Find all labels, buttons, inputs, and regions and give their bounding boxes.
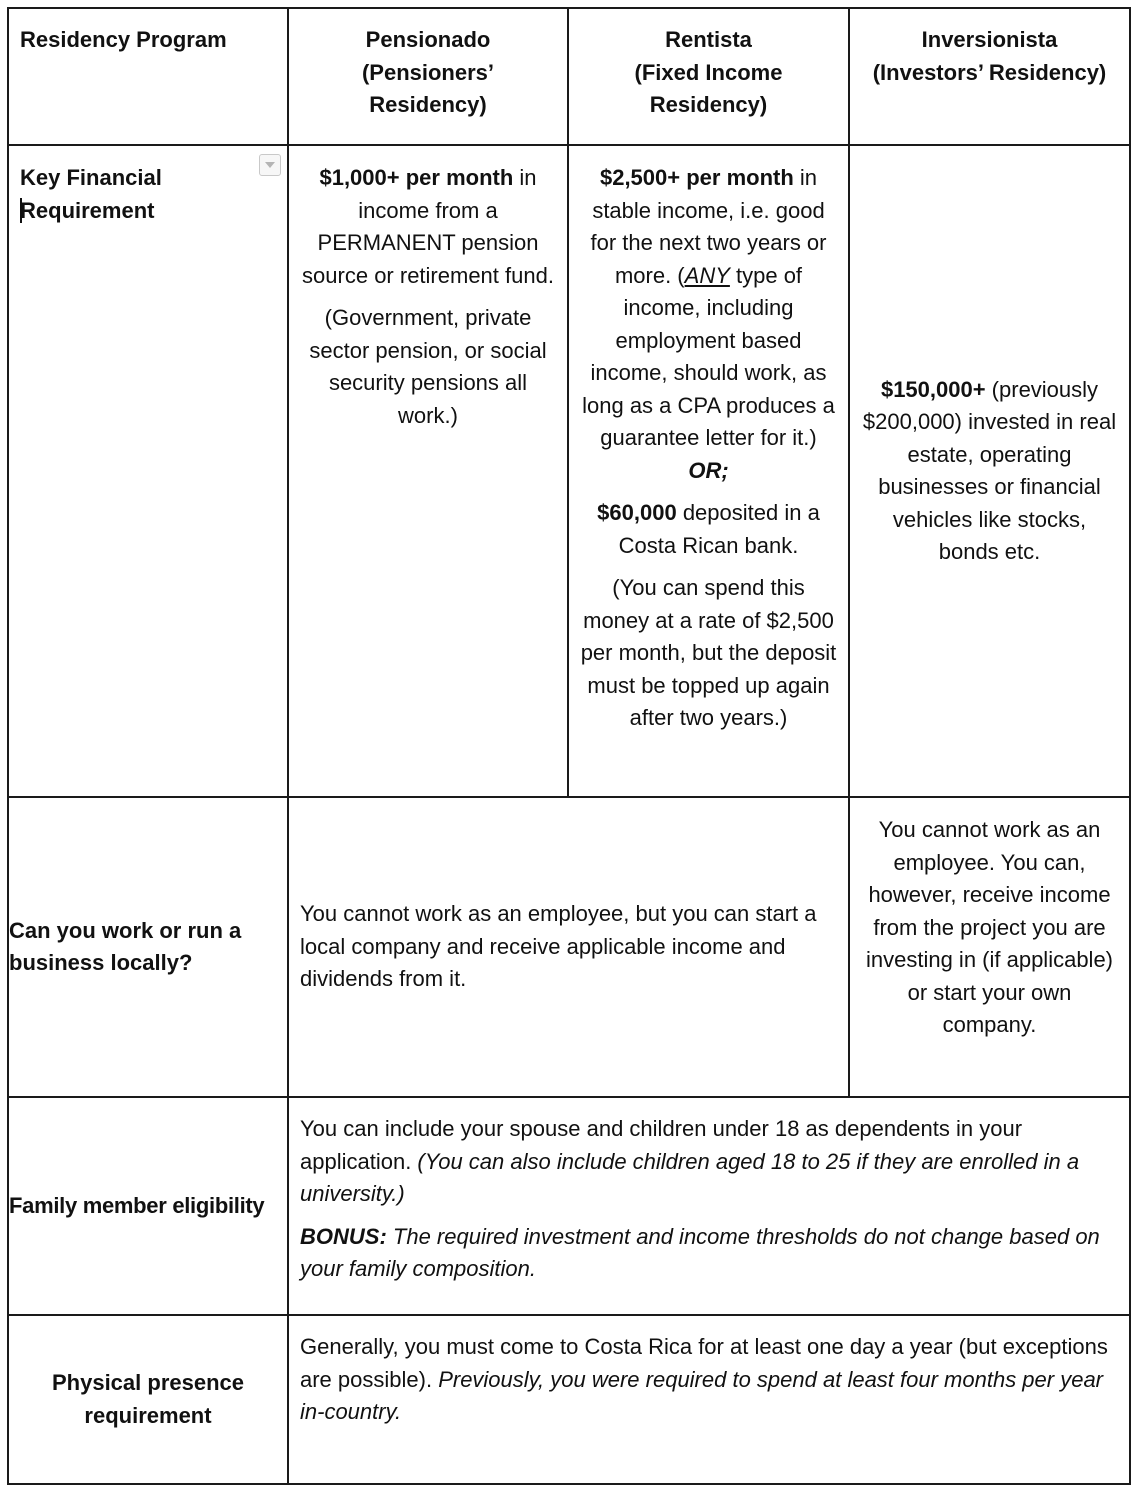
header-row [8,8,1130,145]
header-residency-program: Residency Program [8,8,288,145]
family-label: Family member eligibility [8,1097,288,1315]
pensionado-financial-cell: $1,000+ per month in income from a PERMANENT pension source or retirement fund. (Government, private sector pension, or social security pensions all work.) [288,145,568,797]
header-rentista: Rentista (Fixed Income Residency) [568,8,849,145]
financial-requirement-label[interactable]: Key Financial Requirement [8,145,288,797]
rentista-financial-cell: $2,500+ per month in stable income, i.e. good for the next two years or more. (ANY type of income, including employment based income, should work, as long as a CPA produces a guarantee letter for it.) OR; $60,000 deposited in a Costa Rican bank. (You can spend this money at a rate of $2,500 per month, but the deposit must be topped up again after two years.) [568,145,849,797]
family-row [8,1097,1130,1315]
work-label: Can you work or run a business locally? [8,797,288,1097]
cell-dropdown-icon[interactable] [259,154,281,176]
presence-cell: Generally, you must come to Costa Rica for at least one day a year (but exceptions are possible). Previously, you were required to spend at least four months per year in-country. [288,1315,1130,1484]
family-cell: You can include your spouse and children under 18 as dependents in your application. (You can also include children aged 18 to 25 if they are enrolled in a university.) BONUS: The required investment and income thresholds do not change based on your family composition. [288,1097,1130,1315]
inversionista-work-cell: You cannot work as an employee. You can, however, receive income from the project you are investing in (if applicable) or start your own company. [849,797,1130,1097]
header-pensionado: Pensionado (Pensioners’ Residency) [288,8,568,145]
header-inversionista: Inversionista (Investors’ Residency) [849,8,1130,145]
pensionado-rentista-work-cell: You cannot work as an employee, but you can start a local company and receive applicable income and dividends from it. [288,797,849,1097]
residency-comparison-table [7,7,1131,1485]
inversionista-financial-cell: $150,000+ (previously $200,000) invested in real estate, operating businesses or financial vehicles like stocks, bonds etc. [849,145,1130,797]
presence-label: Physical presence requirement [8,1315,288,1484]
presence-row [8,1315,1130,1484]
financial-requirement-row [8,145,1130,797]
work-row [8,797,1130,1097]
